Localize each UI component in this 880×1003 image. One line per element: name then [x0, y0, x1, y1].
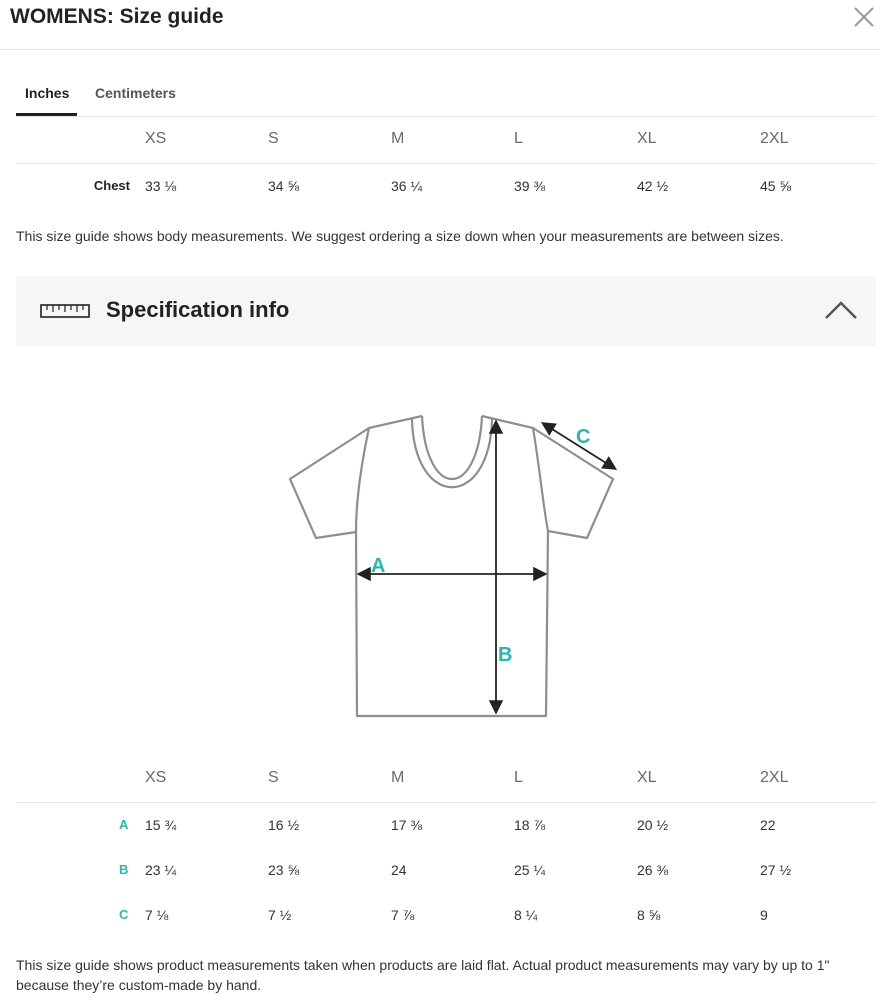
ruler-icon	[40, 304, 90, 318]
size-header-l: L	[514, 769, 523, 786]
table-cell: 45 ⅝	[760, 178, 792, 194]
body-measurements-note: This size guide shows body measurements. We suggest ordering a size down when your measurements are between sizes.	[16, 228, 784, 244]
diagram-label-b: B	[498, 644, 513, 666]
table-cell: 15 ¾	[145, 817, 177, 833]
table-cell: 8 ⅝	[637, 907, 661, 923]
table-cell: 24	[391, 862, 407, 878]
table-cell: 22	[760, 817, 776, 833]
tab-centimeters[interactable]: Centimeters	[95, 85, 176, 101]
table-cell: 34 ⅝	[268, 178, 300, 194]
table-cell: 18 ⅞	[514, 817, 546, 833]
row-label-c: C	[119, 907, 129, 922]
tshirt-measurement-diagram	[285, 408, 620, 724]
size-header-s: S	[268, 769, 279, 786]
table-cell: 8 ¼	[514, 907, 538, 923]
table-cell: 27 ½	[760, 862, 792, 878]
size-header-2xl: 2XL	[760, 130, 789, 147]
tshirt-outline	[290, 416, 613, 716]
table-cell: 16 ½	[268, 817, 300, 833]
modal-header	[0, 0, 880, 50]
row-label-chest: Chest	[93, 178, 130, 193]
table-divider	[16, 802, 876, 803]
diagram-label-c: C	[576, 426, 591, 448]
table-cell: 36 ¼	[391, 178, 423, 194]
size-header-m: M	[391, 769, 405, 786]
size-header-s: S	[268, 130, 279, 147]
table-divider	[16, 163, 876, 164]
size-header-xl: XL	[637, 130, 657, 147]
table-cell: 7 ⅞	[391, 907, 415, 923]
size-header-m: M	[391, 130, 405, 147]
table-cell: 39 ⅜	[514, 178, 546, 194]
size-header-l: L	[514, 130, 523, 147]
unit-tabs	[16, 76, 876, 117]
table-cell: 7 ½	[268, 907, 292, 923]
modal-title: WOMENS: Size guide	[10, 5, 224, 28]
size-header-2xl: 2XL	[760, 769, 789, 786]
size-header-xs: XS	[145, 130, 167, 147]
table-cell: 42 ½	[637, 178, 669, 194]
row-label-b: B	[119, 862, 129, 877]
chevron-up-icon[interactable]	[824, 300, 858, 320]
product-measurements-note: This size guide shows product measurements taken when products are laid flat. Actual product measurements may vary by up to 1" because they’re custom-made by hand.	[16, 957, 830, 993]
diagram-label-a: A	[371, 555, 386, 577]
table-cell: 20 ½	[637, 817, 669, 833]
table-cell: 7 ⅛	[145, 907, 169, 923]
size-header-xl: XL	[637, 769, 657, 786]
close-icon[interactable]	[852, 5, 876, 29]
active-tab-indicator	[16, 113, 77, 116]
table-cell: 26 ⅜	[637, 862, 669, 878]
specification-info-toggle[interactable]	[16, 276, 876, 346]
specification-info-title: Specification info	[106, 297, 290, 322]
table-cell: 33 ⅛	[145, 178, 177, 194]
row-label-a: A	[119, 817, 129, 832]
table-cell: 23 ¼	[145, 862, 177, 878]
size-header-xs: XS	[145, 769, 167, 786]
table-cell: 23 ⅝	[268, 862, 300, 878]
table-cell: 17 ⅜	[391, 817, 423, 833]
table-cell: 9	[760, 907, 768, 923]
table-cell: 25 ¼	[514, 862, 546, 878]
tab-inches[interactable]: Inches	[25, 85, 70, 101]
